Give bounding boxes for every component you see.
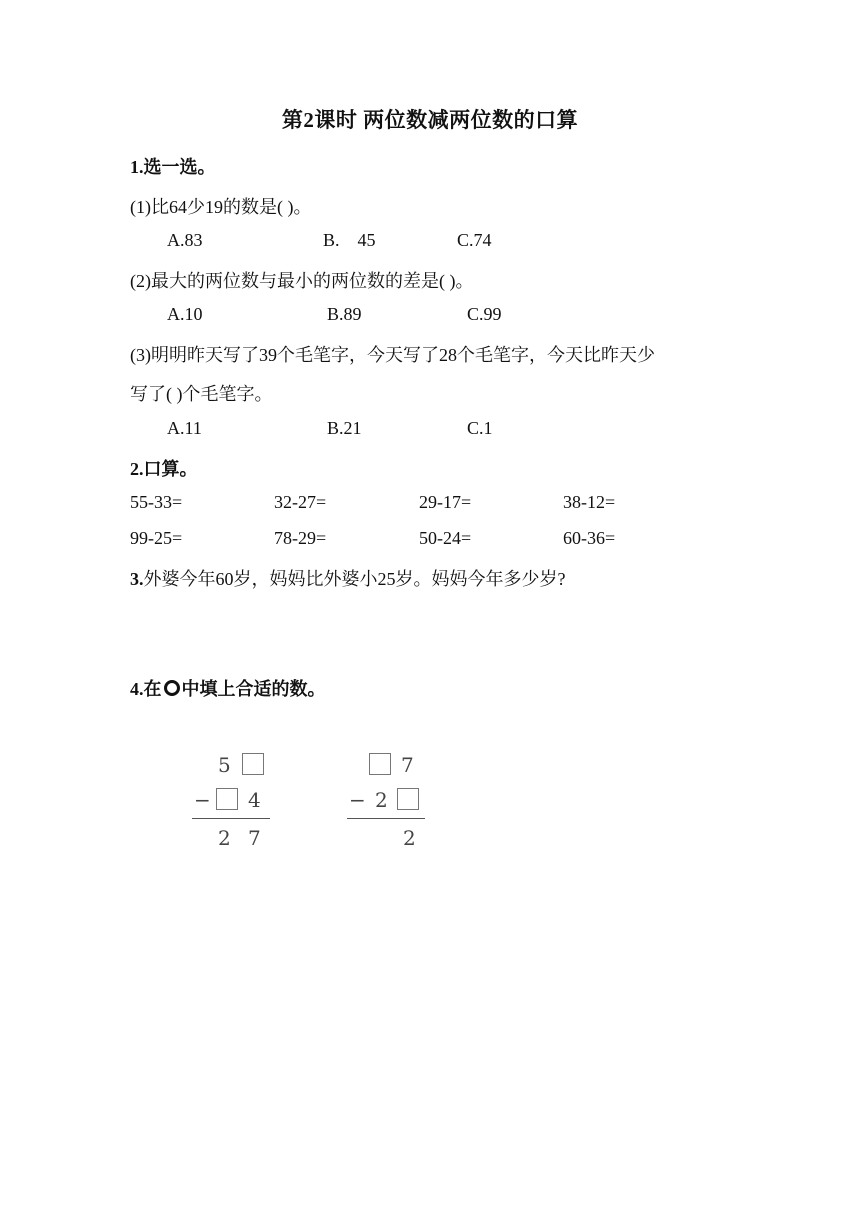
q4-suffix: 中填上合适的数。	[181, 679, 326, 699]
q1-item3-option-c: C.1	[467, 418, 493, 438]
calc-line	[192, 818, 270, 819]
page-title: 第2课时 两位数减两位数的口算	[281, 108, 579, 132]
circle-icon	[164, 680, 180, 696]
answer-box[interactable]	[216, 788, 238, 810]
answer-box[interactable]	[369, 753, 391, 775]
calc-line	[347, 818, 425, 819]
mid-digit: 4	[248, 788, 261, 812]
q1-item1-stem: (1)比64少19的数是( )。	[130, 197, 312, 217]
vertical-subtraction-1	[190, 750, 280, 860]
result-digit: 7	[248, 826, 261, 850]
q2-expr: 55-33=	[130, 492, 183, 512]
q1-item1-option-b: B. 45	[323, 230, 376, 250]
q1-item3-stem-line2: 写了( )个毛笔字。	[130, 384, 273, 404]
q3-number: 3.	[130, 569, 144, 589]
mid-digit: 2	[375, 788, 388, 812]
q2-expr: 38-12=	[563, 492, 616, 512]
q2-expr: 60-36=	[563, 528, 616, 548]
top-digit: 5	[218, 753, 231, 777]
q1-item3-stem-line1: (3)明明昨天写了39个毛笔字，今天写了28个毛笔字，今天比昨天少	[130, 345, 655, 365]
q3-question	[130, 565, 566, 591]
q2-expr: 32-27=	[274, 492, 327, 512]
q4-prefix: 4.在	[130, 679, 162, 699]
minus-sign: −	[194, 788, 211, 812]
result-digit: 2	[218, 826, 231, 850]
answer-box[interactable]	[242, 753, 264, 775]
answer-box[interactable]	[397, 788, 419, 810]
q1-item1-option-a: A.83	[167, 230, 203, 250]
top-digit: 7	[401, 753, 414, 777]
q1-item2-stem: (2)最大的两位数与最小的两位数的差是( )。	[130, 271, 474, 291]
result-digit: 2	[403, 826, 416, 850]
q1-item2-option-b: B.89	[327, 304, 362, 324]
minus-sign: −	[349, 788, 366, 812]
q1-heading: 1.选一选。	[130, 157, 216, 177]
q2-expr: 78-29=	[274, 528, 327, 548]
q2-expr: 99-25=	[130, 528, 183, 548]
q2-expr: 50-24=	[419, 528, 472, 548]
q1-item2-option-c: C.99	[467, 304, 502, 324]
q1-item3-option-a: A.11	[167, 418, 202, 438]
q2-heading: 2.口算。	[130, 459, 198, 479]
q1-item3-option-b: B.21	[327, 418, 362, 438]
q4-heading	[130, 675, 326, 701]
q1-item2-option-a: A.10	[167, 304, 203, 324]
q3-text: 外婆今年60岁，妈妈比外婆小25岁。妈妈今年多少岁?	[143, 569, 566, 589]
q1-item1-option-c: C.74	[457, 230, 492, 250]
q2-expr: 29-17=	[419, 492, 472, 512]
vertical-subtraction-2	[345, 750, 435, 860]
